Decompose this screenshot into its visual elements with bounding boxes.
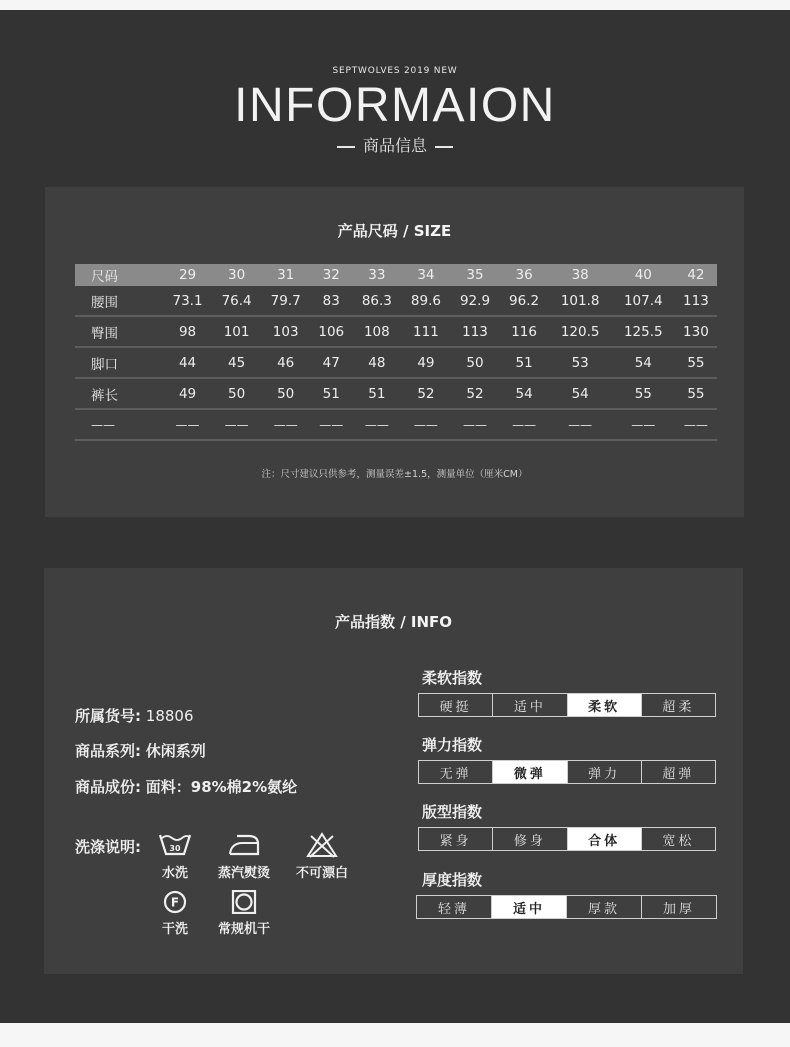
size-header-row — [75, 264, 717, 286]
left-dash — [337, 146, 355, 148]
size-panel — [45, 187, 744, 517]
size-col: 36 — [500, 264, 549, 286]
table-cell: 103 — [261, 316, 310, 347]
page-title: INFORMAION — [234, 79, 556, 132]
size-col: 33 — [352, 264, 401, 286]
row-label: 脚口 — [75, 347, 163, 378]
table-cell: 53 — [549, 347, 612, 378]
item-number-label: 所属货号: — [75, 707, 141, 725]
table-cell: —— — [675, 409, 717, 440]
size-col: 32 — [310, 264, 352, 286]
table-cell: —— — [612, 409, 675, 440]
row-label: 臀围 — [75, 316, 163, 347]
material-row — [75, 776, 297, 797]
size-col: 29 — [163, 264, 212, 286]
care-item-label: 蒸汽熨烫 — [217, 866, 270, 881]
care-item-tumble-dry — [199, 890, 289, 937]
table-cell: 89.6 — [401, 286, 450, 316]
dry-clean-icon — [158, 890, 192, 914]
table-cell: 108 — [352, 316, 401, 347]
care-item-label: 不可漂白 — [295, 866, 348, 881]
table-cell: 98 — [163, 316, 212, 347]
scale-option: 厚款 — [567, 896, 642, 918]
table-cell: —— — [212, 409, 261, 440]
table-cell: 45 — [212, 347, 261, 378]
table-cell: 55 — [675, 347, 717, 378]
table-cell: 55 — [675, 378, 717, 409]
dry-clean-letter: F — [170, 895, 180, 910]
table-cell: —— — [352, 409, 401, 440]
table-cell: 101.8 — [549, 286, 612, 316]
table-cell: 46 — [261, 347, 310, 378]
table-cell: 92.9 — [450, 286, 499, 316]
wash-temp-text: 30 — [169, 844, 181, 853]
table-cell: 49 — [401, 347, 450, 378]
table-row — [75, 378, 717, 409]
table-row — [75, 286, 717, 316]
table-cell: 113 — [675, 286, 717, 316]
row-label: —— — [75, 409, 163, 440]
table-cell: 125.5 — [612, 316, 675, 347]
table-cell: —— — [500, 409, 549, 440]
size-col: 38 — [549, 264, 612, 286]
scale-option: 修身 — [493, 828, 567, 850]
table-cell: 106 — [310, 316, 352, 347]
softness-title: 柔软指数 — [422, 669, 483, 687]
table-cell: 113 — [450, 316, 499, 347]
info-panel — [44, 568, 743, 974]
thickness-title: 厚度指数 — [422, 871, 483, 889]
size-table — [75, 264, 717, 441]
size-col: 34 — [401, 264, 450, 286]
size-col: 31 — [261, 264, 310, 286]
table-row — [75, 347, 717, 378]
elasticity-title: 弹力指数 — [422, 736, 483, 754]
scale-option-selected: 微弹 — [493, 761, 567, 783]
table-cell: —— — [261, 409, 310, 440]
row-label: 腰围 — [75, 286, 163, 316]
table-cell: —— — [401, 409, 450, 440]
scale-option-selected: 适中 — [492, 896, 567, 918]
scale-option: 宽松 — [662, 833, 695, 849]
scale-option: 硬挺 — [419, 694, 493, 716]
table-cell: 96.2 — [500, 286, 549, 316]
table-cell: 54 — [612, 347, 675, 378]
table-cell: 52 — [401, 378, 450, 409]
table-cell: 50 — [261, 378, 310, 409]
table-cell: 49 — [163, 378, 212, 409]
table-cell: 50 — [450, 347, 499, 378]
table-cell: 76.4 — [212, 286, 261, 316]
table-cell: 50 — [212, 378, 261, 409]
table-row — [75, 409, 717, 440]
care-label: 洗涤说明: — [75, 838, 141, 856]
size-header-label: 尺码 — [75, 264, 163, 286]
table-cell: 116 — [500, 316, 549, 347]
item-number-row — [75, 705, 194, 726]
row-label: 裤长 — [75, 378, 163, 409]
page-subtitle — [0, 133, 790, 156]
series-label: 商品系列: — [75, 742, 141, 760]
scale-option: 加厚 — [662, 901, 695, 917]
table-cell: —— — [450, 409, 499, 440]
table-cell: 130 — [675, 316, 717, 347]
elasticity-scale — [418, 760, 716, 784]
table-cell: 73.1 — [163, 286, 212, 316]
size-col: 40 — [612, 264, 675, 286]
scale-option: 弹力 — [568, 761, 642, 783]
table-cell: 52 — [450, 378, 499, 409]
table-cell: 54 — [500, 378, 549, 409]
table-cell: 83 — [310, 286, 352, 316]
table-cell: 120.5 — [549, 316, 612, 347]
care-item-steam-iron — [199, 832, 289, 881]
table-cell: 111 — [401, 316, 450, 347]
size-title: 产品尺码 / SIZE — [337, 222, 452, 240]
size-col: 42 — [675, 264, 717, 286]
fit-title: 版型指数 — [422, 803, 483, 821]
thickness-scale — [416, 895, 717, 919]
scale-option: 轻薄 — [417, 896, 492, 918]
table-cell: —— — [163, 409, 212, 440]
size-col: 35 — [450, 264, 499, 286]
care-item-label: 干洗 — [161, 922, 188, 937]
no-bleach-icon — [305, 832, 339, 858]
table-cell: —— — [310, 409, 352, 440]
wash-30-icon — [158, 832, 192, 858]
scale-option: 无弹 — [419, 761, 493, 783]
subtitle-text: 商品信息 — [362, 136, 427, 155]
table-cell: 107.4 — [612, 286, 675, 316]
material-value: 面料：98%棉2%氨纶 — [145, 778, 298, 796]
series-value: 休闲系列 — [145, 742, 206, 760]
care-item-label: 常规机干 — [217, 922, 270, 937]
size-note: 注：尺寸建议只供参考，测量误差±1.5，测量单位（厘米CM） — [261, 469, 528, 480]
softness-scale — [418, 693, 716, 717]
table-cell: 51 — [352, 378, 401, 409]
table-cell: —— — [549, 409, 612, 440]
table-cell: 55 — [612, 378, 675, 409]
item-number-value: 18806 — [145, 707, 194, 725]
care-item-label: 水洗 — [161, 866, 188, 881]
table-cell: 54 — [549, 378, 612, 409]
table-cell: 44 — [163, 347, 212, 378]
table-cell: 86.3 — [352, 286, 401, 316]
care-item-no-bleach — [277, 832, 367, 881]
table-cell: 47 — [310, 347, 352, 378]
scale-option-selected: 合体 — [568, 828, 642, 850]
table-cell: 79.7 — [261, 286, 310, 316]
steam-iron-icon — [227, 832, 261, 858]
brand-line: SEPTWOLVES 2019 NEW — [332, 66, 458, 76]
scale-option: 超柔 — [662, 699, 695, 715]
scale-option: 适中 — [493, 694, 567, 716]
material-label: 商品成份: — [75, 778, 141, 796]
fit-scale — [418, 827, 716, 851]
scale-option: 超弹 — [662, 766, 695, 782]
table-cell: 51 — [500, 347, 549, 378]
series-row — [75, 740, 206, 761]
table-row — [75, 316, 717, 347]
size-col: 30 — [212, 264, 261, 286]
scale-option-selected: 柔软 — [568, 694, 642, 716]
table-cell: 48 — [352, 347, 401, 378]
info-title: 产品指数 / INFO — [334, 613, 453, 631]
right-dash — [435, 146, 453, 148]
table-cell: 101 — [212, 316, 261, 347]
tumble-dry-icon — [227, 890, 261, 914]
scale-option: 紧身 — [419, 828, 493, 850]
table-cell: 51 — [310, 378, 352, 409]
